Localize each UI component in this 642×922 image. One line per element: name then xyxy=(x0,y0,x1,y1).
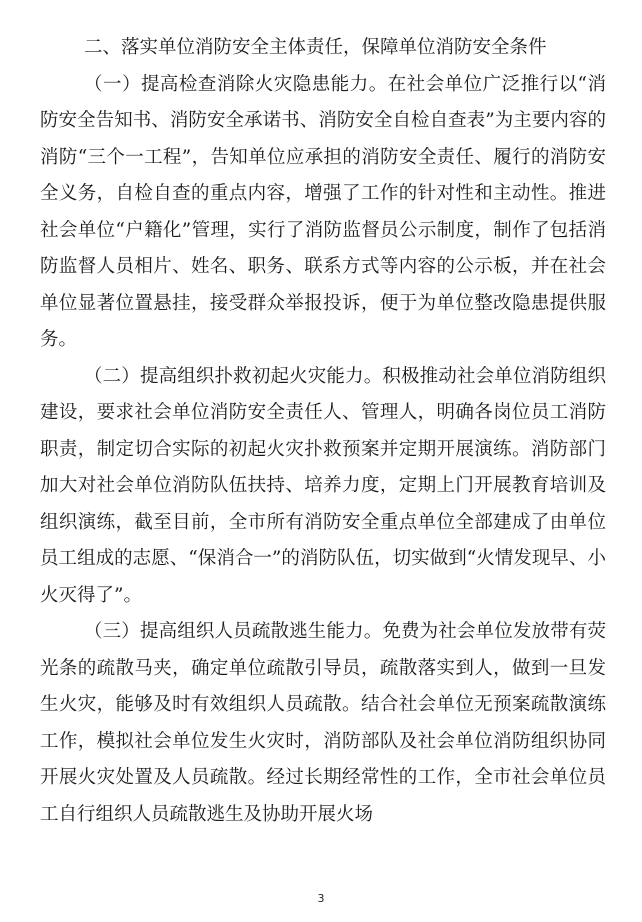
paragraph-inspection: （一）提高检查消除火灾隐患能力。在社会单位广泛推行以“消防安全告知书、消防安全承诺书、消防安全自检自查表”为主要内容的消防“三个一工程”，告知单位应承担的消防安全责任、履行的消防安全义务，自检自查的重点内容，增强了工作的针对性和主动性。推进社会单位“户籍化”管理，实行了消防监督员公示制度，制作了包括消防监督人员相片、姓名、职务、联系方式等内容的公示板，并在社会单位显著位置悬挂，接受群众举报投诉，便于为单位整改隐患提供服务。 xyxy=(40,73,606,350)
document-body xyxy=(40,30,606,833)
paragraph-firefighting: （二）提高组织扑救初起火灾能力。积极推动社会单位消防组织建设，要求社会单位消防安全责任人、管理人，明确各岗位员工消防职责，制定切合实际的初起火灾扑救预案并定期开展演练。消防部门加大对社会单位消防队伍扶持、培养力度，定期上门开展教育培训及组织演练，截至目前，全市所有消防安全重点单位全部建成了由单位员工组成的志愿、“保消合一”的消防队伍，切实做到“火情发现早、小火灭得了”。 xyxy=(40,365,606,606)
paragraph-evacuation: （三）提高组织人员疏散逃生能力。免费为社会单位发放带有荧光条的疏散马夹，确定单位疏散引导员，疏散落实到人，做到一旦发生火灾，能够及时有效组织人员疏散。结合社会单位无预案疏散演练工作，模拟社会单位发生火灾时，消防部队及社会单位消防组织协同开展火灾处置及人员疏散。经过长期经常性的工作，全市社会单位员工自行组织人员疏散逃生及协助开展火场 xyxy=(40,621,606,825)
section-heading: 二、落实单位消防安全主体责任，保障单位消防安全条件 xyxy=(84,37,547,58)
page-number: 3 xyxy=(317,892,325,905)
